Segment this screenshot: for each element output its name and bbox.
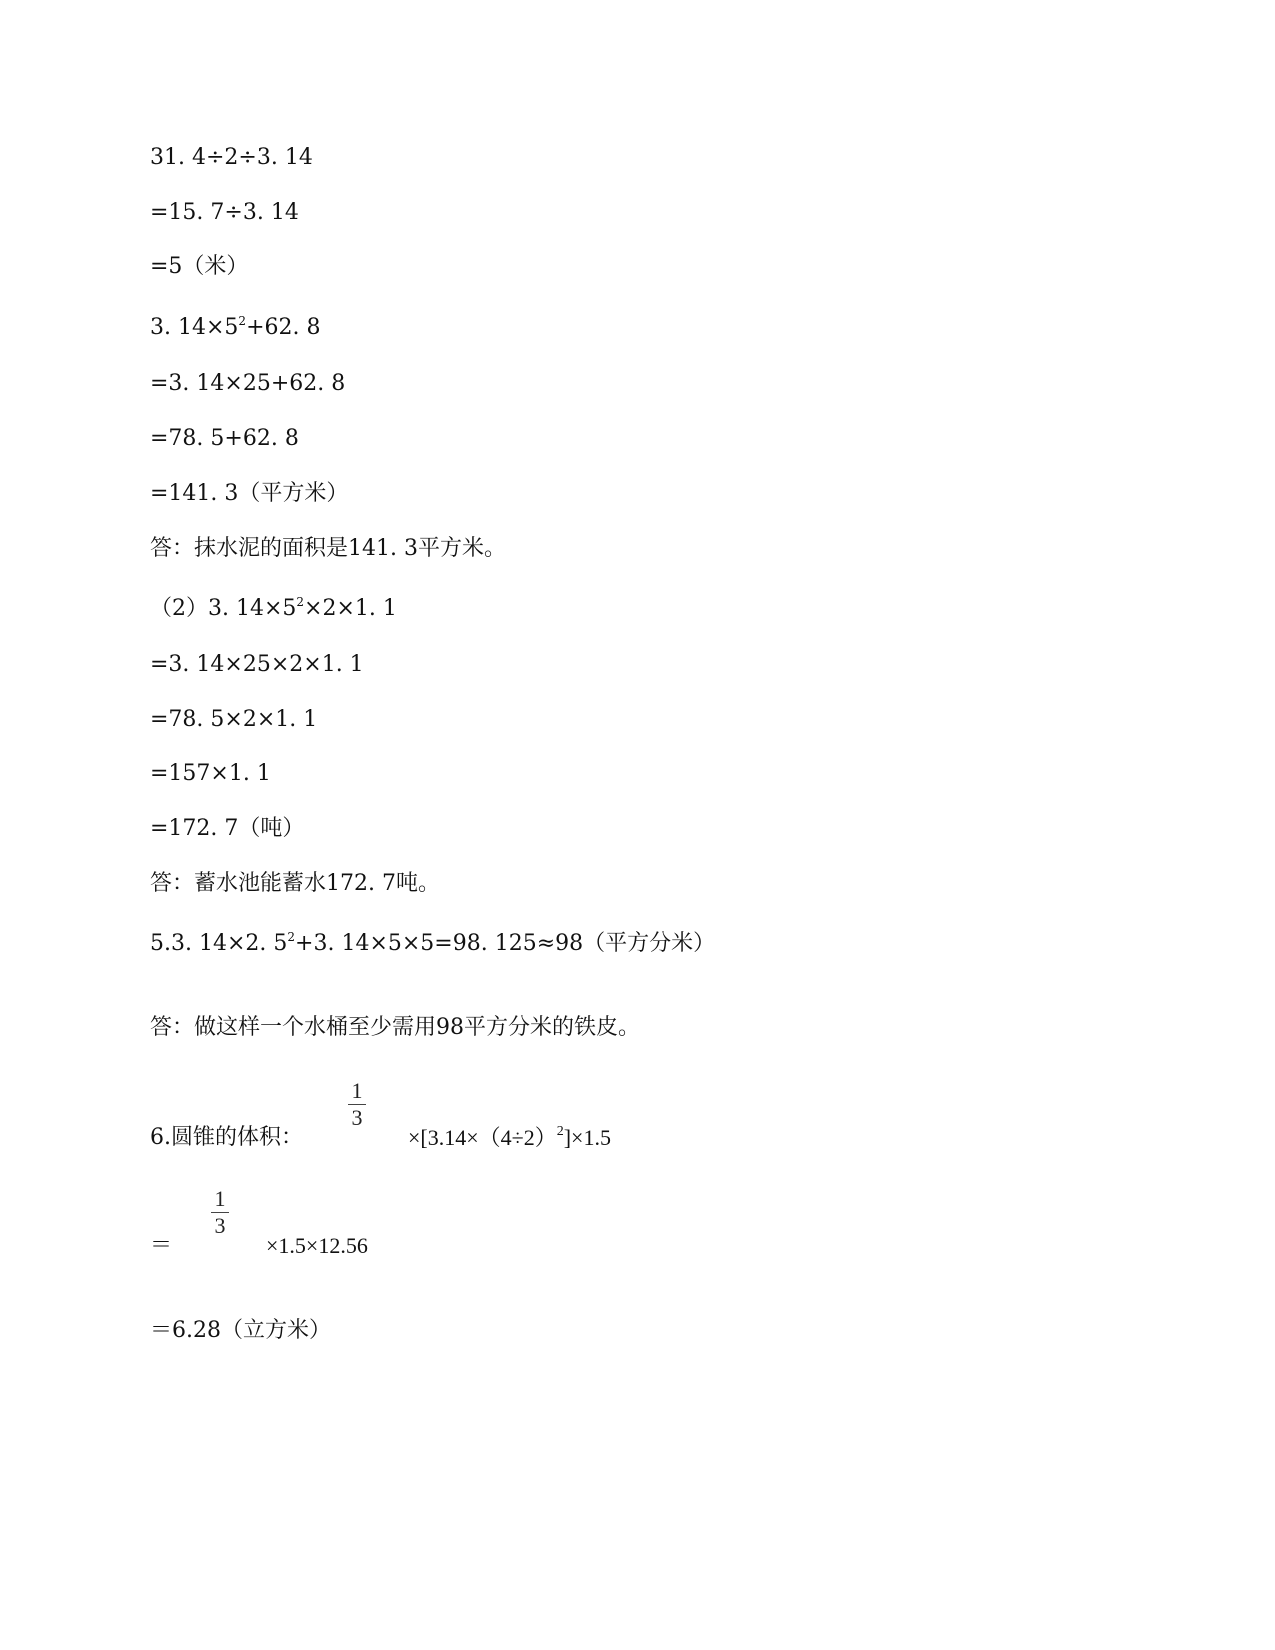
answer-line: 答：做这样一个水桶至少需用98平方分米的铁皮。 [150, 1015, 640, 1040]
calc-line: =157×1. 1 [150, 761, 271, 786]
exponent: 2 [238, 314, 247, 328]
exponent: 2 [556, 1124, 564, 1139]
calc-line: =3. 14×25+62. 8 [150, 371, 346, 396]
fraction-one-third [345, 1080, 369, 1129]
calc-line: =5（米） [150, 254, 249, 279]
calc-line: 31. 4÷2÷3. 14 [150, 145, 313, 170]
exponent: 2 [296, 595, 305, 609]
expr-part: +3. 14×5×5=98. 125≈98（平方分米） [295, 931, 716, 956]
fraction-one-third [208, 1188, 232, 1237]
calc-line: =78. 5×2×1. 1 [150, 707, 318, 732]
fraction-numerator: 1 [214, 1186, 226, 1211]
calc-line: =3. 14×25×2×1. 1 [150, 652, 364, 677]
expr-part: 5.3. 14×2. 5 [150, 931, 288, 956]
expr-part: ]×1.5 [563, 1125, 611, 1150]
calc-line: =172. 7（吨） [150, 816, 305, 841]
volume-expression: ×1.5×12.56 [266, 1233, 368, 1258]
volume-expression [408, 1125, 611, 1151]
calc-line [150, 315, 320, 341]
exponent: 2 [287, 930, 296, 944]
volume-label: 6.圆锥的体积： [150, 1125, 303, 1150]
answer-line: 答：蓄水池能蓄水172. 7吨。 [150, 871, 440, 896]
expr-part: （2）3. 14×5 [150, 596, 297, 621]
result-line: ＝6.28（立方米） [150, 1318, 331, 1343]
calc-line [150, 931, 715, 957]
calc-line: =141. 3（平方米） [150, 481, 349, 506]
expr-part: 3. 14×5 [150, 315, 239, 340]
calc-line [150, 596, 397, 622]
calc-line: =78. 5+62. 8 [150, 426, 299, 451]
expr-part: ×[3.14×（4÷2） [408, 1125, 557, 1150]
fraction-denominator: 3 [214, 1213, 226, 1238]
equals-sign: ＝ [150, 1233, 173, 1258]
calc-line: =15. 7÷3. 14 [150, 200, 299, 225]
expr-part: +62. 8 [246, 315, 321, 340]
answer-line: 答：抹水泥的面积是141. 3平方米。 [150, 536, 506, 561]
expr-part: ×2×1. 1 [304, 596, 397, 621]
fraction-denominator: 3 [351, 1105, 363, 1130]
fraction-numerator: 1 [351, 1078, 363, 1103]
